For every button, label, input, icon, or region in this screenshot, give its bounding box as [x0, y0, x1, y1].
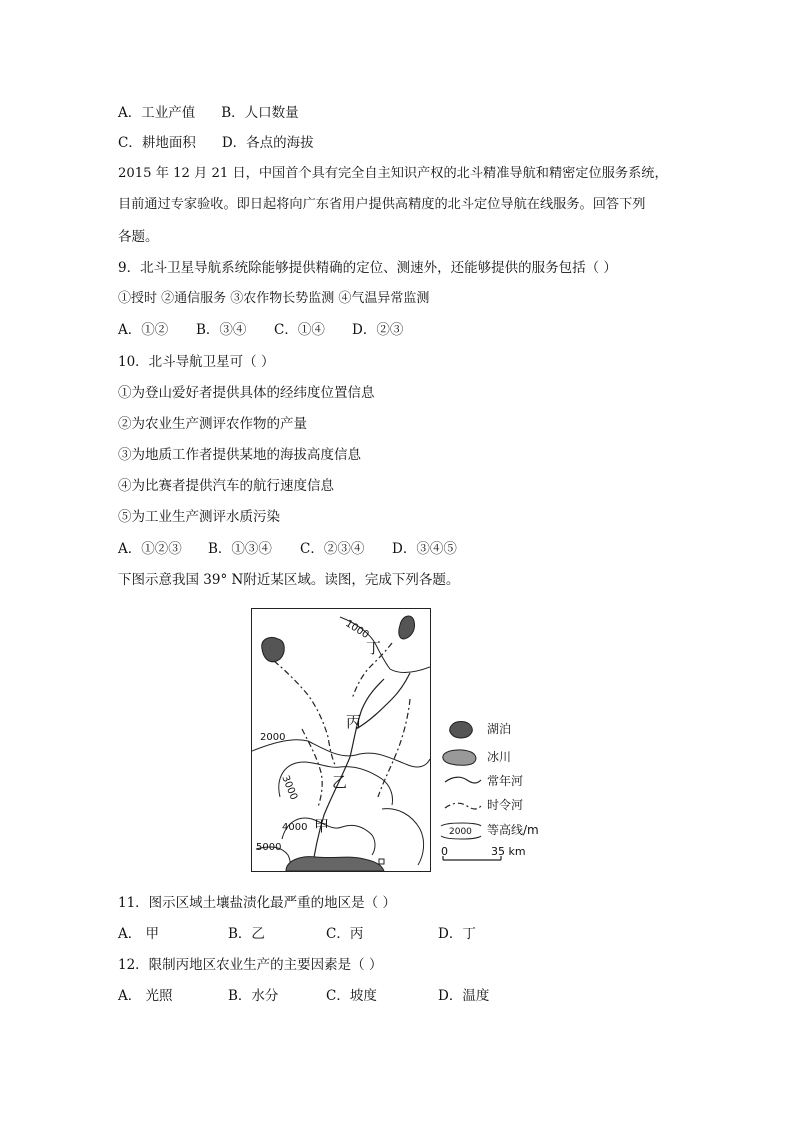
- q10-item-5: ⑤为工业生产测评水质污染: [118, 509, 280, 525]
- glacier-icon: [443, 750, 476, 765]
- option-c: C．丙: [326, 926, 364, 942]
- passage-line-3: 各题。: [118, 229, 159, 245]
- q10-options: [118, 540, 457, 558]
- option-b: B．人口数量: [221, 105, 299, 121]
- glacier-south: [286, 857, 384, 871]
- seasonal-river-southeast: [378, 699, 410, 797]
- contour-label-4000: 4000: [282, 822, 308, 833]
- legend-perennial-river: 常年河: [487, 774, 524, 788]
- q10-item-2: ②为农业生产测评农作物的产量: [118, 416, 307, 432]
- option-c: C．耕地面积: [118, 135, 196, 151]
- q12-stem: 12．限制丙地区农业生产的主要因素是（ ）: [118, 957, 383, 973]
- q9-options: [118, 321, 403, 339]
- q8-options-row-1: [118, 104, 299, 122]
- label-bing: 丙: [346, 713, 362, 731]
- q9-stem: 9．北斗卫星导航系统除能够提供精确的定位、测速外，还能够提供的服务包括（ ）: [118, 260, 617, 276]
- passage-line-1: 2015 年 12 月 21 日，中国首个具有完全自主知识产权的北斗精准导航和精密定位服务系统，: [118, 166, 668, 181]
- option-a: A．①②: [118, 322, 169, 338]
- scale-end: 35 km: [491, 845, 526, 858]
- contour-label-2000: 2000: [260, 732, 286, 743]
- q12-options: [118, 987, 489, 1005]
- q10-item-1: ①为登山爱好者提供具体的经纬度位置信息: [118, 385, 375, 401]
- label-jia: 甲: [314, 817, 330, 835]
- contour-east: [382, 809, 424, 865]
- option-c: C．坡度: [326, 988, 377, 1004]
- option-b: B．①③④: [208, 541, 272, 557]
- option-d: D．③④⑤: [392, 541, 457, 557]
- legend-contour: 等高线/m: [487, 823, 539, 837]
- q8-options-row-2: [118, 134, 314, 152]
- option-d: D．丁: [438, 926, 476, 942]
- legend-contour-sample: 2000: [449, 827, 472, 837]
- contour-label-1000: 1000: [343, 618, 371, 641]
- perennial-river-icon: [445, 777, 481, 783]
- option-b: B．水分: [228, 988, 279, 1004]
- option-c: C．②③④: [300, 541, 365, 557]
- q10-item-3: ③为地质工作者提供某地的海拔高度信息: [118, 447, 361, 463]
- option-a: A．①②③: [118, 541, 182, 557]
- option-b: B．③④: [196, 322, 247, 338]
- option-d: D．温度: [438, 988, 490, 1004]
- lake-icon: [450, 722, 473, 739]
- option-d: D．各点的海拔: [221, 135, 314, 151]
- option-b: B．乙: [228, 926, 265, 942]
- label-ding: 丁: [366, 639, 382, 657]
- q11-options: [118, 925, 476, 943]
- q10-item-4: ④为比赛者提供汽车的航行速度信息: [118, 478, 334, 494]
- map-intro: 下图示意我国 39° N附近某区域。读图，完成下列各题。: [118, 572, 460, 588]
- q10-stem: 10．北斗导航卫星可（ ）: [118, 354, 275, 370]
- contour-label-3000: 3000: [279, 773, 300, 802]
- lake-west: [262, 637, 285, 661]
- option-a: A． 甲: [118, 926, 160, 942]
- q9-items: ①授时 ②通信服务 ③农作物长势监测 ④气温异常监测: [118, 291, 430, 306]
- contour-2000: [252, 740, 430, 767]
- option-c: C．①④: [274, 322, 325, 338]
- topographic-map: [251, 608, 431, 872]
- seasonal-river-west: [274, 661, 336, 767]
- river-main: [312, 679, 384, 871]
- q11-stem: 11．图示区域土壤盐渍化最严重的地区是（ ）: [118, 895, 396, 911]
- label-yi: 乙: [332, 773, 348, 791]
- river-east-branch: [356, 673, 410, 729]
- legend-glacier: 冰川: [487, 750, 512, 764]
- lake-east: [399, 616, 415, 639]
- option-a: A．工业产值: [118, 105, 196, 121]
- contour-label-5000: 5000: [256, 842, 282, 853]
- legend-seasonal-river: 时令河: [487, 798, 524, 812]
- option-d: D．②③: [352, 322, 404, 338]
- option-a: A． 光照: [118, 988, 173, 1004]
- map-legend: [437, 718, 577, 868]
- legend-lake: 湖泊: [487, 722, 512, 736]
- scale-start: 0: [441, 845, 448, 858]
- seasonal-river-icon: [445, 803, 481, 809]
- passage-line-2: 目前通过专家验收。即日起将向广东省用户提供高精度的北斗定位导航在线服务。回答下列: [118, 197, 646, 212]
- point-marker: [379, 859, 384, 864]
